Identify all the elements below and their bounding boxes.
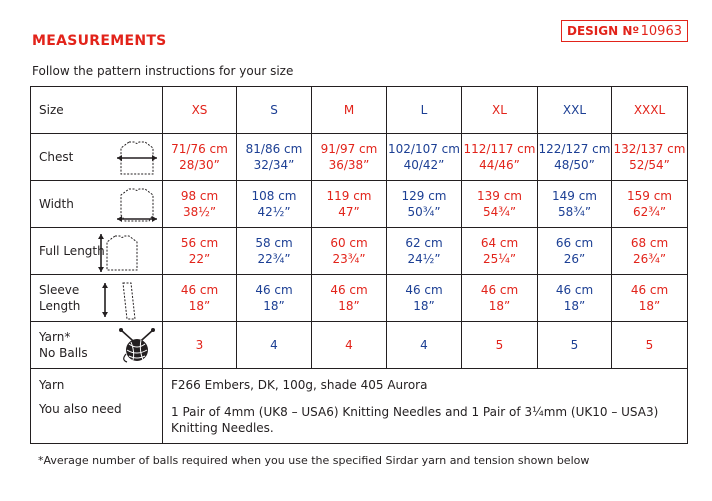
size-label: Size: [31, 87, 163, 134]
measurement-imperial: 42½”: [257, 205, 291, 219]
row-label-line: Length: [39, 299, 81, 313]
measurement-metric: 132/137 cm: [613, 142, 686, 156]
balls-label: [31, 322, 163, 369]
sweater-chest-icon: [115, 138, 159, 182]
measurement-cell: [612, 134, 688, 181]
design-number-box: [561, 20, 688, 42]
measurement-metric: 119 cm: [326, 189, 372, 203]
measurement-cell: [237, 181, 312, 228]
design-number: 10963: [640, 23, 682, 39]
measurement-metric: 68 cm: [630, 236, 669, 250]
measurement-cell: [387, 228, 462, 275]
balls-count: 5: [612, 322, 688, 369]
yarn-labels: [31, 369, 163, 444]
row-label: [31, 228, 163, 275]
measurement-cell: [163, 228, 237, 275]
measurement-imperial: 54¾”: [482, 205, 517, 219]
measurement-imperial: 48/50”: [554, 158, 595, 172]
measurement-cell: [237, 275, 312, 322]
measurement-imperial: 25¼”: [482, 252, 517, 266]
measurement-cell: [312, 134, 387, 181]
row-label-line: Chest: [39, 150, 74, 164]
measurement-metric: 46 cm: [255, 283, 293, 297]
measurement-cell: [312, 181, 387, 228]
measurement-metric: 149 cm: [551, 189, 597, 203]
yarn-label: Yarn: [39, 378, 65, 392]
sweater-length-icon: [97, 232, 141, 278]
measurement-metric: 71/76 cm: [171, 142, 228, 156]
measurement-imperial: 22”: [188, 252, 211, 266]
measurement-imperial: 26”: [563, 252, 586, 266]
measurement-imperial: 32/34”: [253, 158, 295, 172]
measurement-cell: [163, 275, 237, 322]
measurement-cell: [538, 228, 612, 275]
balls-label-line: No Balls: [39, 346, 88, 360]
measurement-imperial: 18”: [638, 299, 661, 313]
measurement-imperial: 22¾”: [257, 252, 291, 266]
yarn-ball-icon: [117, 326, 157, 368]
measurement-imperial: 18”: [563, 299, 586, 313]
measurement-cell: [462, 275, 538, 322]
measurement-metric: 108 cm: [251, 189, 297, 203]
measurement-cell: [163, 181, 237, 228]
balls-count: 4: [237, 322, 312, 369]
measurement-metric: 46 cm: [180, 283, 219, 297]
measurement-metric: 122/127 cm: [538, 142, 611, 156]
size-header: XL: [462, 87, 538, 134]
measurement-metric: 46 cm: [405, 283, 443, 297]
measurement-metric: 46 cm: [555, 283, 594, 297]
measurement-imperial: 23¾”: [332, 252, 366, 266]
measurement-imperial: 62¾”: [632, 205, 667, 219]
needles-label: You also need: [39, 402, 122, 416]
measurement-cell: [538, 134, 612, 181]
measurement-metric: 139 cm: [476, 189, 522, 203]
measurement-imperial: 36/38”: [328, 158, 370, 172]
page-title: MEASUREMENTS: [32, 33, 167, 49]
sweater-width-icon: [115, 185, 159, 229]
measurement-metric: 46 cm: [630, 283, 669, 297]
measurement-cell: [163, 134, 237, 181]
measurement-imperial: 52/54”: [629, 158, 670, 172]
measurement-imperial: 18”: [488, 299, 511, 313]
balls-label-line: Yarn*: [39, 330, 71, 344]
measurement-cell: [612, 228, 688, 275]
row-label: [31, 134, 163, 181]
measurement-cell: [612, 275, 688, 322]
measurement-cell: [387, 181, 462, 228]
row-label-line: Sleeve: [39, 283, 80, 297]
measurement-metric: 129 cm: [401, 189, 447, 203]
balls-count: 3: [163, 322, 237, 369]
measurement-metric: 159 cm: [626, 189, 672, 203]
measurement-cell: [538, 275, 612, 322]
design-label: DESIGN Nº: [567, 24, 640, 38]
measurement-cell: [387, 134, 462, 181]
measurements-table: [30, 86, 688, 444]
measurement-metric: 60 cm: [330, 236, 368, 250]
yarn-value: F266 Embers, DK, 100g, shade 405 Aurora: [171, 378, 428, 392]
measurement-cell: [387, 275, 462, 322]
measurement-metric: 102/107 cm: [388, 142, 460, 156]
intro-text: Follow the pattern instructions for your size: [32, 64, 294, 78]
measurement-metric: 81/86 cm: [245, 142, 303, 156]
measurement-metric: 46 cm: [480, 283, 519, 297]
measurement-cell: [312, 275, 387, 322]
measurement-metric: 46 cm: [330, 283, 368, 297]
measurement-imperial: 18”: [338, 299, 360, 313]
measurement-metric: 66 cm: [555, 236, 594, 250]
measurement-imperial: 50¾”: [407, 205, 441, 219]
measurement-imperial: 18”: [413, 299, 435, 313]
size-header: S: [237, 87, 312, 134]
measurement-imperial: 28/30”: [179, 158, 220, 172]
measurement-metric: 64 cm: [480, 236, 519, 250]
balls-count: 4: [387, 322, 462, 369]
row-label-line: Width: [39, 197, 74, 211]
measurement-cell: [462, 181, 538, 228]
sleeve-length-icon: [97, 279, 141, 325]
size-header: L: [387, 87, 462, 134]
size-header: XS: [163, 87, 237, 134]
measurement-imperial: 47”: [338, 205, 360, 219]
size-header: M: [312, 87, 387, 134]
measurement-metric: 62 cm: [405, 236, 443, 250]
measurement-metric: 91/97 cm: [320, 142, 378, 156]
measurement-metric: 112/117 cm: [463, 142, 536, 156]
measurement-cell: [462, 134, 538, 181]
measurement-metric: 98 cm: [180, 189, 219, 203]
measurement-metric: 58 cm: [255, 236, 293, 250]
needles-value: 1 Pair of 4mm (UK8 – USA6) Knitting Needles and 1 Pair of 3¼mm (UK10 – USA3) Knitting Needles.: [171, 405, 659, 435]
size-header: XXXL: [612, 87, 688, 134]
measurement-imperial: 24½”: [407, 252, 441, 266]
measurement-imperial: 38½”: [182, 205, 217, 219]
yarn-details: [163, 369, 688, 444]
measurement-cell: [237, 134, 312, 181]
balls-count: 5: [462, 322, 538, 369]
balls-count: 4: [312, 322, 387, 369]
measurement-cell: [612, 181, 688, 228]
row-label: [31, 275, 163, 322]
row-label-line: Full Length: [39, 244, 105, 258]
measurement-imperial: 26¾”: [632, 252, 667, 266]
measurement-imperial: 58¾”: [557, 205, 592, 219]
measurement-imperial: 18”: [188, 299, 211, 313]
measurement-cell: [462, 228, 538, 275]
measurement-imperial: 44/46”: [479, 158, 520, 172]
measurement-imperial: 40/42”: [403, 158, 445, 172]
measurement-cell: [538, 181, 612, 228]
measurement-metric: 56 cm: [180, 236, 219, 250]
measurement-cell: [312, 228, 387, 275]
balls-count: 5: [538, 322, 612, 369]
measurement-imperial: 18”: [263, 299, 285, 313]
footnote: *Average number of balls required when you use the specified Sirdar yarn and tension shown below: [38, 454, 590, 467]
row-label: [31, 181, 163, 228]
measurement-cell: [237, 228, 312, 275]
size-header: XXL: [538, 87, 612, 134]
